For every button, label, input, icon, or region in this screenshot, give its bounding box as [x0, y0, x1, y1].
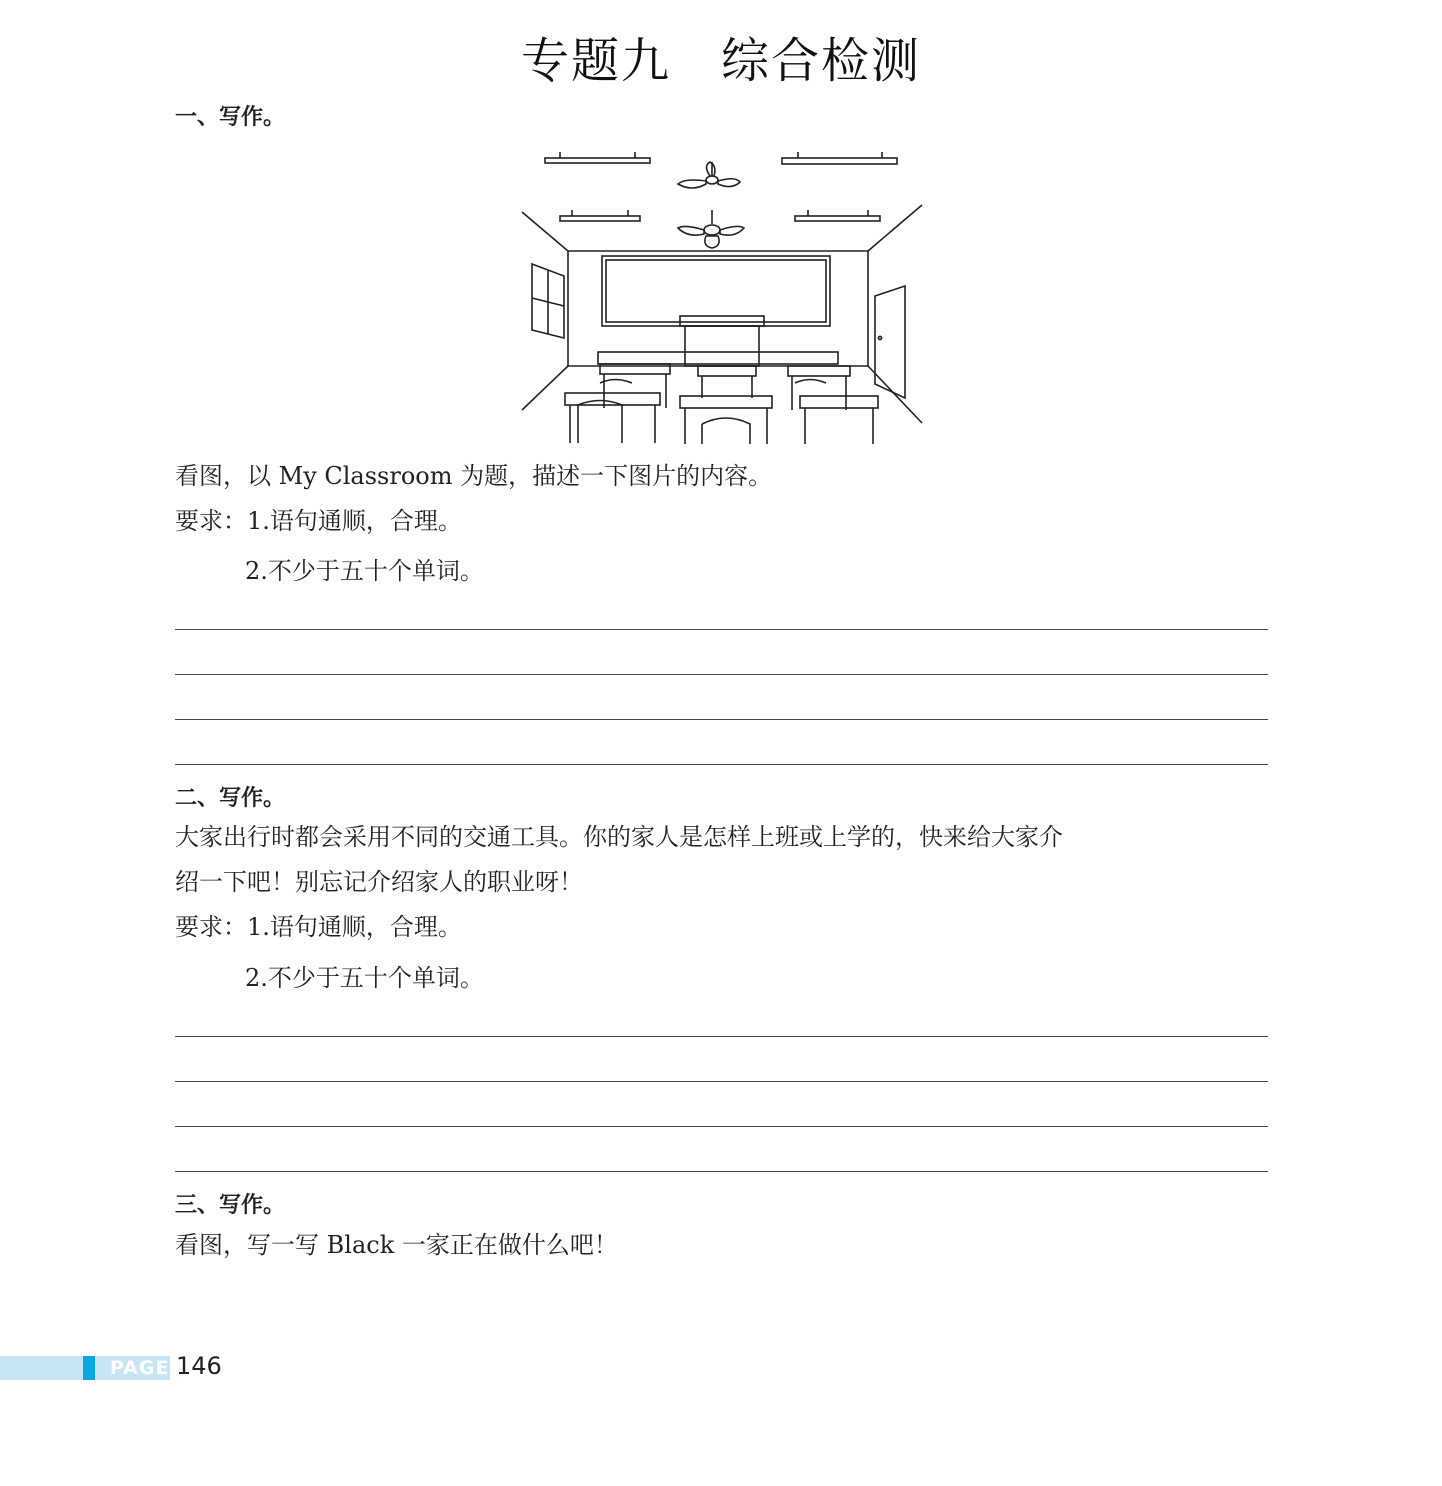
door-icon: [875, 286, 905, 398]
section-1-requirement-2: 2.不少于五十个单词。: [245, 557, 484, 585]
writing-line[interactable]: [175, 1171, 1268, 1172]
section-2-prompt-line-1: 大家出行时都会采用不同的交通工具。你的家人是怎样上班或上学的，快来给大家介: [175, 823, 1063, 851]
page-number: 146: [176, 1352, 222, 1380]
footer-accent-mark: [83, 1356, 95, 1380]
writing-line[interactable]: [175, 629, 1268, 630]
section-3-prompt: 看图，写一写 Black 一家正在做什么吧！: [175, 1231, 618, 1259]
writing-line[interactable]: [175, 674, 1268, 675]
page-title: 专题九 综合检测: [520, 33, 921, 89]
section-1-prompt: 看图，以 My Classroom 为题，描述一下图片的内容。: [175, 462, 773, 490]
section-3-heading: 三、写作。: [175, 1193, 286, 1218]
section-2-requirement-2: 2.不少于五十个单词。: [245, 964, 484, 992]
writing-line[interactable]: [175, 719, 1268, 720]
classroom-illustration: [520, 148, 925, 446]
ceiling-light-icon: [545, 152, 897, 221]
section-2-requirement-1: 要求：1.语句通顺，合理。: [175, 913, 462, 941]
teacher-desk-icon: [598, 316, 838, 366]
footer-page-label: PAGE: [110, 1357, 170, 1379]
section-2-heading: 二、写作。: [175, 786, 286, 811]
writing-line[interactable]: [175, 1036, 1268, 1037]
window-icon: [532, 264, 564, 338]
section-1-requirement-1: 要求：1.语句通顺，合理。: [175, 507, 462, 535]
section-2-prompt-line-2: 绍一下吧！别忘记介绍家人的职业呀！: [175, 868, 583, 896]
writing-line[interactable]: [175, 1081, 1268, 1082]
ceiling-fan-icon: [678, 162, 744, 248]
student-desk-icon: [565, 364, 878, 444]
writing-line[interactable]: [175, 764, 1268, 765]
section-1-heading: 一、写作。: [175, 105, 286, 130]
writing-line[interactable]: [175, 1126, 1268, 1127]
